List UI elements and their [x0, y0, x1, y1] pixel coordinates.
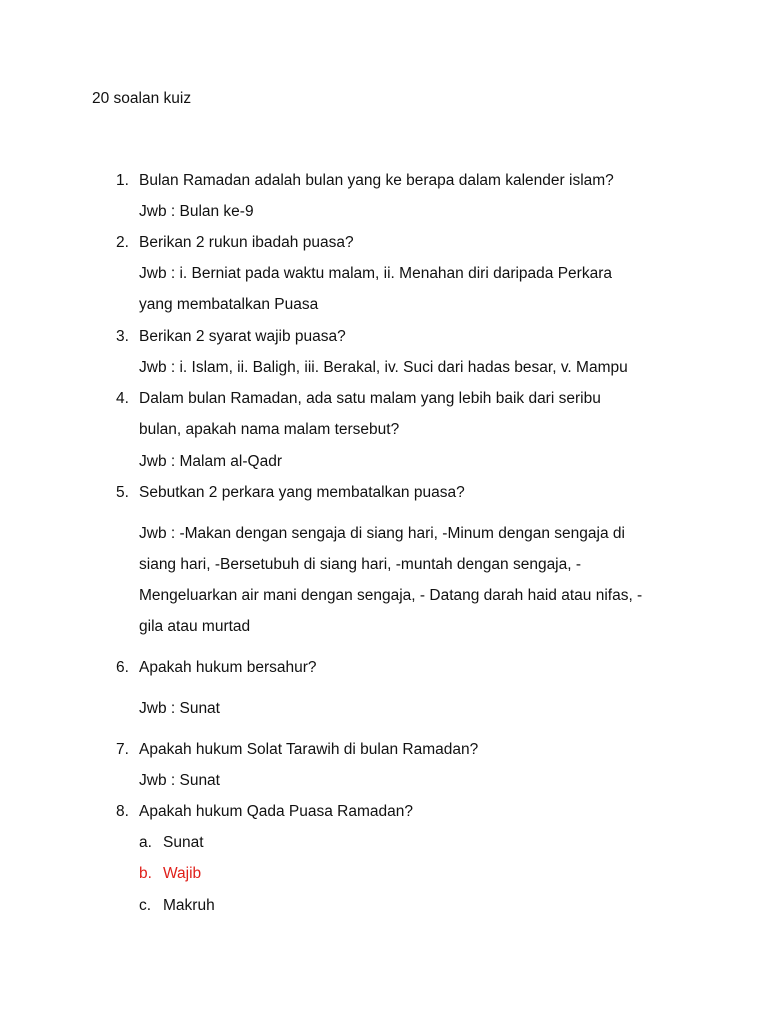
question-6-number: 6. [116, 659, 129, 676]
question-2-text: Berikan 2 rukun ibadah puasa? [139, 234, 354, 251]
question-4-text-line-1: Dalam bulan Ramadan, ada satu malam yang lebih baik dari seribu [139, 390, 601, 407]
question-1-text: Bulan Ramadan adalah bulan yang ke berapa dalam kalender islam? [139, 172, 614, 189]
question-5-answer-line-1: Jwb : -Makan dengan sengaja di siang hari, -Minum dengan sengaja di [139, 525, 625, 542]
question-5-answer-line-2: siang hari, -Bersetubuh di siang hari, -muntah dengan sengaja, - [139, 556, 582, 573]
question-5-text: Sebutkan 2 perkara yang membatalkan puasa? [139, 484, 465, 501]
question-2-answer-line-1: Jwb : i. Berniat pada waktu malam, ii. Menahan diri daripada Perkara [139, 265, 612, 282]
question-1-answer: Jwb : Bulan ke-9 [139, 203, 254, 220]
question-5-number: 5. [116, 484, 129, 501]
question-2-number: 2. [116, 234, 129, 251]
option-c-text: Makruh [163, 897, 215, 914]
question-1-number: 1. [116, 172, 129, 189]
option-a-text: Sunat [163, 834, 204, 851]
question-5-answer-line-3: Mengeluarkan air mani dengan sengaja, - Datang darah haid atau nifas, - [139, 587, 643, 604]
document-title: 20 soalan kuiz [92, 90, 192, 107]
question-4-text-line-2: bulan, apakah nama malam tersebut? [139, 421, 400, 438]
question-4-answer: Jwb : Malam al-Qadr [139, 453, 282, 470]
option-c-label: c. [139, 897, 152, 914]
question-3-text: Berikan 2 syarat wajib puasa? [139, 328, 346, 345]
question-8-text: Apakah hukum Qada Puasa Ramadan? [139, 803, 414, 820]
question-5-answer-line-4: gila atau murtad [139, 618, 251, 635]
question-7-text: Apakah hukum Solat Tarawih di bulan Ramadan? [139, 741, 479, 758]
question-6-text: Apakah hukum bersahur? [139, 659, 317, 676]
option-b-text: Wajib [163, 865, 202, 882]
option-a-label: a. [139, 834, 152, 851]
question-8-number: 8. [116, 803, 129, 820]
option-b-label: b. [139, 865, 152, 882]
question-2-answer-line-2: yang membatalkan Puasa [139, 296, 319, 313]
question-3-answer: Jwb : i. Islam, ii. Baligh, iii. Berakal, iv. Suci dari hadas besar, v. Mampu [139, 359, 628, 376]
question-6-answer: Jwb : Sunat [139, 700, 220, 717]
question-3-number: 3. [116, 328, 129, 345]
question-4-number: 4. [116, 390, 129, 407]
question-7-answer: Jwb : Sunat [139, 772, 220, 789]
question-7-number: 7. [116, 741, 129, 758]
